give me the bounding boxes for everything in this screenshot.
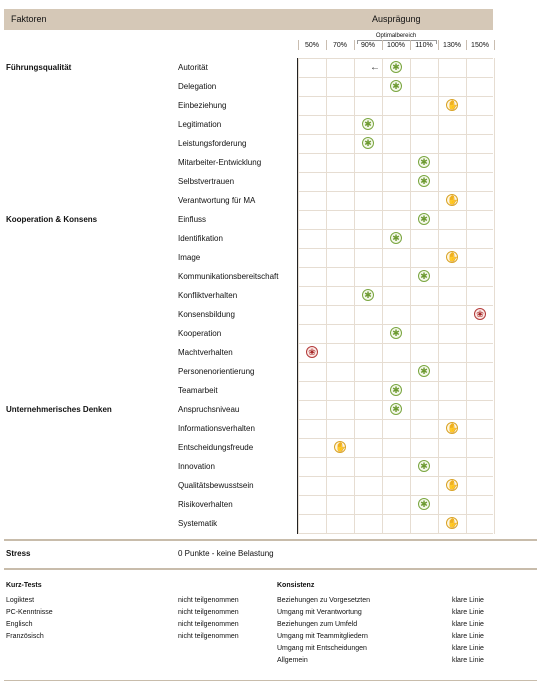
factor-label: Leistungsforderung (178, 139, 247, 148)
list-item-status: klare Linie (452, 645, 484, 652)
stress-value: 0 Punkte - keine Belastung (178, 549, 274, 558)
grid-row-line (297, 419, 493, 420)
scale-separator (410, 40, 411, 50)
optimal-range-label: Optimalbereich (375, 33, 417, 39)
grid-row-line (297, 115, 493, 116)
grid-column-line (494, 58, 495, 534)
scale-separator (326, 40, 327, 50)
factor-label: Systematik (178, 519, 218, 528)
scale-separator (298, 40, 299, 50)
factor-label: Machtverhalten (178, 348, 233, 357)
table-header (4, 9, 493, 30)
list-item-status: nicht teilgenommen (178, 633, 239, 640)
grid-row-line (297, 248, 493, 249)
grid-row-line (297, 438, 493, 439)
star-icon: ✱ (390, 384, 402, 396)
star-icon: ✱ (418, 213, 430, 225)
stress-label: Stress (6, 549, 31, 558)
star-icon: ✱ (362, 137, 374, 149)
grid-row-line (297, 400, 493, 401)
list-item-name: Logiktest (6, 597, 35, 604)
factor-label: Kooperation (178, 329, 222, 338)
grid-row-line (297, 305, 493, 306)
grid-column-line (466, 58, 467, 534)
list-item-name: Allgemein (277, 657, 308, 664)
person-icon: ❀ (306, 346, 318, 358)
factor-label: Legitimation (178, 120, 222, 129)
grid-row-line (297, 153, 493, 154)
scale-separator (494, 40, 495, 50)
list-item-name: Umgang mit Verantwortung (277, 609, 362, 616)
grid-row-line (297, 172, 493, 173)
header-factors: Faktoren (11, 14, 47, 24)
star-icon: ✱ (418, 365, 430, 377)
divider (4, 680, 537, 681)
star-icon: ✱ (390, 403, 402, 415)
grid-row-line (297, 191, 493, 192)
grid-row-line (297, 457, 493, 458)
grid-row-line (297, 533, 493, 534)
scale-label: 50% (304, 42, 319, 49)
list-item-status: klare Linie (452, 621, 484, 628)
factor-label: Mitarbeiter-Entwicklung (178, 158, 262, 167)
factor-label: Personenorientierung (178, 367, 255, 376)
star-icon: ✱ (390, 80, 402, 92)
list-item-status: klare Linie (452, 609, 484, 616)
hand-icon: ✋ (447, 100, 459, 110)
grid-column-line (298, 58, 299, 534)
grid-row-line (297, 229, 493, 230)
factor-label: Verantwortung für MA (178, 196, 256, 205)
list-item-name: Englisch (6, 621, 33, 628)
grid-row-line (297, 58, 493, 59)
hand-icon: ✋ (335, 442, 347, 452)
factor-label: Selbstvertrauen (178, 177, 235, 186)
factor-label: Teamarbeit (178, 386, 218, 395)
category-label: Kooperation & Konsens (6, 215, 98, 224)
hand-icon: ✋ (447, 518, 459, 528)
list-item-status: klare Linie (452, 597, 484, 604)
factor-label: Konfliktverhalten (178, 291, 238, 300)
scale-label: 70% (332, 42, 347, 49)
grid-row-line (297, 343, 493, 344)
arrow-left-icon: ← (370, 62, 380, 73)
factor-label: Informationsverhalten (178, 424, 255, 433)
divider (4, 539, 537, 541)
hand-icon: ✋ (447, 195, 459, 205)
star-icon: ✱ (362, 289, 374, 301)
grid-row-line (297, 362, 493, 363)
list-item-status: klare Linie (452, 657, 484, 664)
grid-row-line (297, 476, 493, 477)
factor-label: Identifikation (178, 234, 223, 243)
star-icon: ✱ (418, 156, 430, 168)
factor-label: Delegation (178, 82, 217, 91)
factor-label: Innovation (178, 462, 215, 471)
factor-label: Einbeziehung (178, 101, 227, 110)
factor-label: Konsensbildung (178, 310, 235, 319)
scale-separator (466, 40, 467, 50)
grid-row-line (297, 134, 493, 135)
list-item-name: Beziehungen zum Umfeld (277, 621, 358, 628)
grid-row-line (297, 77, 493, 78)
grid-axis (297, 58, 298, 534)
star-icon: ✱ (418, 270, 430, 282)
grid-column-line (382, 58, 383, 534)
grid-row-line (297, 286, 493, 287)
factor-label: Risikoverhalten (178, 500, 233, 509)
scale-separator (354, 40, 355, 50)
grid-column-line (438, 58, 439, 534)
grid-column-line (354, 58, 355, 534)
list-item-status: klare Linie (452, 633, 484, 640)
divider (4, 568, 537, 570)
grid-row-line (297, 495, 493, 496)
grid-row-line (297, 514, 493, 515)
factor-label: Kommunikationsbereitschaft (178, 272, 279, 281)
hand-icon: ✋ (447, 252, 459, 262)
factor-label: Qualitätsbewusstsein (178, 481, 254, 490)
category-label: Unternehmerisches Denken (6, 405, 112, 414)
rating-grid (297, 58, 493, 534)
grid-column-line (410, 58, 411, 534)
factor-label: Image (178, 253, 201, 262)
star-icon: ✱ (390, 232, 402, 244)
grid-row-line (297, 324, 493, 325)
hand-icon: ✋ (447, 480, 459, 490)
header-expression: Ausprägung (372, 14, 421, 24)
scale-label: 100% (387, 42, 405, 49)
star-icon: ✱ (362, 118, 374, 130)
kurz-tests-title: Kurz-Tests (6, 582, 42, 589)
star-icon: ✱ (390, 327, 402, 339)
grid-row-line (297, 381, 493, 382)
grid-row-line (297, 210, 493, 211)
grid-row-line (297, 96, 493, 97)
list-item-status: nicht teilgenommen (178, 609, 239, 616)
star-icon: ✱ (418, 498, 430, 510)
list-item-name: Umgang mit Teammitgliedern (277, 633, 368, 640)
grid-row-line (297, 267, 493, 268)
hand-icon: ✋ (447, 423, 459, 433)
scale-label: 110% (415, 42, 433, 49)
list-item-name: Französisch (6, 633, 44, 640)
factor-label: Entscheidungsfreude (178, 443, 254, 452)
list-item-status: nicht teilgenommen (178, 621, 239, 628)
list-item-status: nicht teilgenommen (178, 597, 239, 604)
factor-label: Autorität (178, 63, 208, 72)
person-icon: ❀ (474, 308, 486, 320)
factor-label: Einfluss (178, 215, 207, 224)
factor-label: Anspruchsniveau (178, 405, 240, 414)
scale-label: 90% (360, 42, 375, 49)
list-item-name: Beziehungen zu Vorgesetzten (277, 597, 371, 604)
scale-label: 150% (471, 42, 489, 49)
star-icon: ✱ (390, 61, 402, 73)
star-icon: ✱ (418, 175, 430, 187)
scale-label: 130% (443, 42, 461, 49)
star-icon: ✱ (418, 460, 430, 472)
grid-column-line (326, 58, 327, 534)
list-item-name: Umgang mit Entscheidungen (277, 645, 367, 652)
list-item-name: PC-Kenntnisse (6, 609, 53, 616)
scale-separator (438, 40, 439, 50)
category-label: Führungsqualität (6, 63, 72, 72)
scale-separator (382, 40, 383, 50)
konsistenz-title: Konsistenz (277, 582, 315, 589)
